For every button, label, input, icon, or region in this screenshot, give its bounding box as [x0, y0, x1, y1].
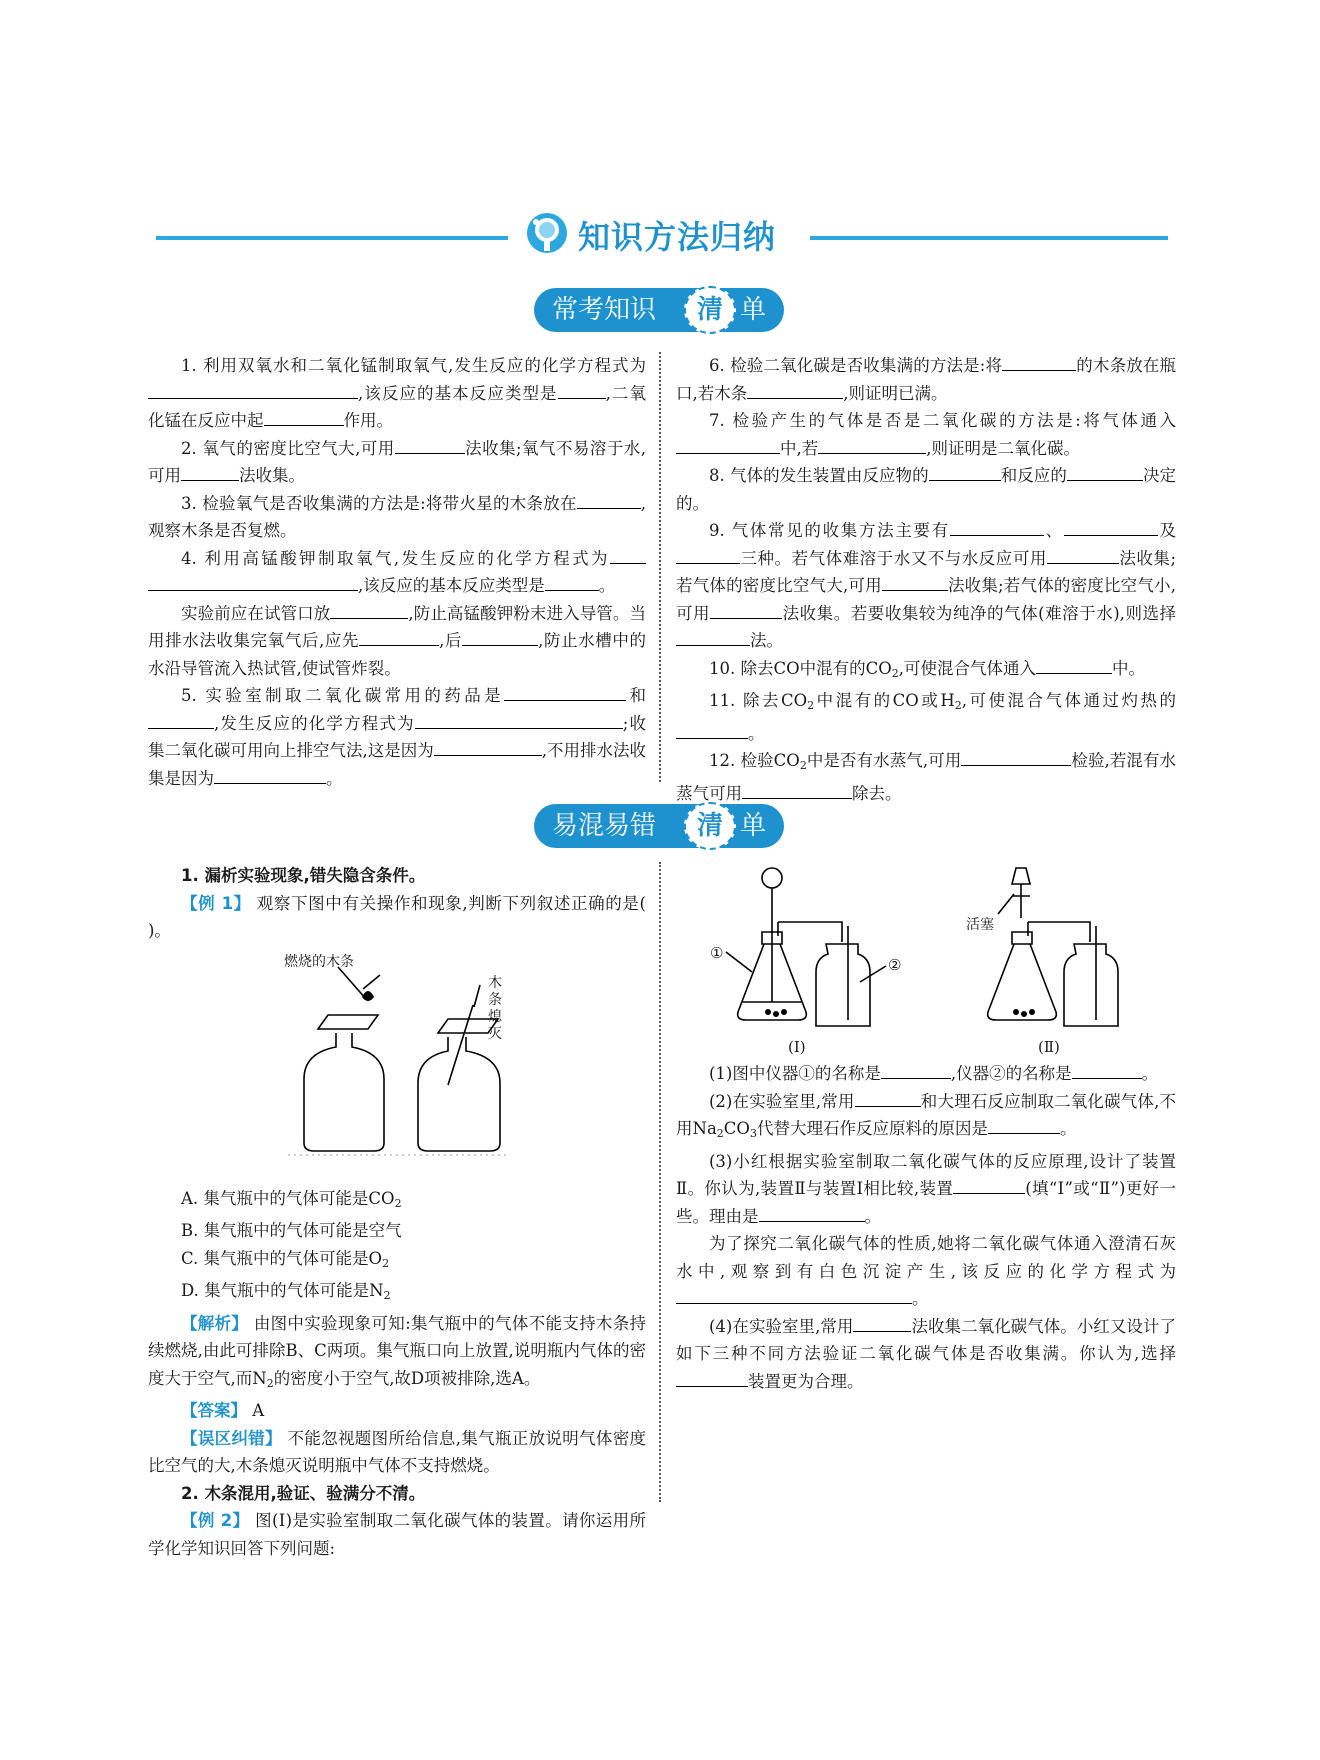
- knowledge-list-left: [148, 352, 646, 792]
- question-4: (4)在实验室里,常用 法收集二氧化碳气体。小红又设计了如下三种不同方法验证二氧化碳气体是否收集满。你认为,选择装置更为合理。: [676, 1313, 1176, 1396]
- section-title-2: 易混易错: [552, 811, 657, 841]
- figure-2: [676, 862, 1176, 1060]
- option-b: B. 集气瓶中的气体可能是空气: [181, 1221, 402, 1240]
- question-3: (3)小红根据实验室制取二氧化碳气体的反应原理,设计了装置Ⅱ。你认为,装置Ⅱ与装置Ⅰ相比较,装置 (填“Ⅰ”或“Ⅱ”)更好一些。理由是 。: [676, 1151, 1176, 1226]
- analysis: 【解析】 由图中实验现象可知:集气瓶中的气体不能支持木条持续燃烧,由此可排除B、C两项。集气瓶口向上放置,说明瓶内气体的密度大于空气,而$N_2$的密度小于空气,故D项被排除,选A。: [148, 1313, 647, 1390]
- figure-1: [148, 945, 646, 1185]
- co2-apparatus-illustration: [676, 862, 1176, 1060]
- subhead-1: 1. 漏析实验现象,错失隐含条件。: [181, 866, 426, 885]
- section-tail-2: 单: [740, 811, 767, 841]
- item-4-cont: 实验前应在试管口放 ,防止高锰酸钾粉末进入导管。当用排水法收集完氧气后,应先 ,后 ,防止水槽中的水沿导管流入热试管,使试管炸裂。: [148, 600, 646, 683]
- fig2-label-2: ②: [888, 956, 902, 974]
- section-highlight-1: 清: [684, 286, 736, 334]
- subhead-2: 2. 木条混用,验证、验满分不清。: [181, 1483, 426, 1503]
- item-1: 1. 利用双氧水和二氧化锰制取氧气,发生反应的化学方程式为,该反应的基本反应类型是 ,二氧化锰在反应中起 作用。: [148, 356, 646, 430]
- header-line-right: [810, 236, 1168, 240]
- question-1: (1)图中仪器①的名称是 ,仪器②的名称是 。: [676, 1060, 1176, 1088]
- fig2-label-1: ①: [710, 944, 724, 962]
- option-a: A. 集气瓶中的气体可能是$CO_2$: [181, 1188, 402, 1210]
- item-5: 5. 实验室制取二氧化碳常用的药品是 和,发生反应的化学方程式为 ;收集二氧化碳可用向上排空气法,这是因为 ,不用排水法收集是因为 。: [148, 682, 646, 792]
- item-12: 12. 检验$CO_2$中是否有水蒸气,可用 检验,若混有水蒸气可用 除去。: [676, 747, 1176, 807]
- fig2-caption-2: (Ⅱ): [1038, 1038, 1060, 1056]
- column-divider-2: [659, 862, 661, 1502]
- magnifier-bulb-icon: [524, 210, 570, 256]
- header-line-left: [156, 236, 508, 240]
- mistake-list-right: [676, 862, 1176, 1395]
- error-correction: 【误区纠错】 不能忽视题图所给信息,集气瓶正放说明气体密度比空气的大,木条熄灭说明瓶中气体不支持燃烧。: [148, 1428, 647, 1475]
- item-9: 9. 气体常见的收集方法主要有 、 及三种。若气体难溶于水又不与水反应可用 法收集;若气体的密度比空气大,可用 法收集;若气体的密度比空气小,可用 法收集。若要收集较为纯净的气体(难溶于水),则选择法。: [676, 517, 1176, 655]
- example-2: 【例 2】 图(Ⅰ)是实验室制取二氧化碳气体的装置。请你运用所学化学知识回答下列问题:: [148, 1511, 646, 1558]
- item-8: 8. 气体的发生装置由反应物的 和反应的 决定的。: [676, 462, 1176, 517]
- example-1: 【例 1】 观察下图中有关操作和现象,判断下列叙述正确的是( )。: [148, 893, 646, 940]
- question-2: (2)在实验室里,常用 和大理石反应制取二氧化碳气体,不用$Na_2CO_3$代替大理石作反应原料的原因是 。: [676, 1088, 1176, 1148]
- knowledge-list-right: [676, 352, 1176, 807]
- figure-1-label-burning: 燃烧的木条: [284, 953, 354, 970]
- item-2: 2. 氧气的密度比空气大,可用 法收集;氧气不易溶于水,可用 法收集。: [148, 435, 646, 490]
- question-3-cont: 为了探究二氧化碳气体的性质,她将二氧化碳气体通入澄清石灰水中,观察到有白色沉淀产生,该反应的化学方程式为。: [676, 1234, 1176, 1308]
- answer: 【答案】 A: [181, 1401, 265, 1420]
- item-11: 11. 除去$CO_2$中混有的CO或$H_2$,可使混合气体通过灼热的。: [676, 687, 1176, 747]
- figure-1-label-extinguished: 木条熄灭: [488, 974, 502, 1042]
- mistake-list-left: [148, 862, 646, 1562]
- item-3: 3. 检验氧气是否收集满的方法是:将带火星的木条放在 ,观察木条是否复燃。: [148, 490, 646, 545]
- fig2-caption-1: (Ⅰ): [788, 1038, 806, 1056]
- fig2-label-valve: 活塞: [966, 917, 994, 933]
- option-d: D. 集气瓶中的气体可能是$N_2$: [181, 1281, 391, 1302]
- section-tail-1: 单: [740, 295, 767, 325]
- column-divider-1: [659, 352, 661, 782]
- option-c: C. 集气瓶中的气体可能是$O_2$: [181, 1248, 390, 1270]
- gas-jar-illustration: [148, 945, 646, 1185]
- section-highlight-2: 清: [684, 802, 736, 850]
- section-pill-2: [534, 804, 784, 848]
- item-4: 4. 利用高锰酸钾制取氧气,发生反应的化学方程式为,该反应的基本反应类型是 。: [148, 545, 646, 600]
- item-7: 7. 检验产生的气体是否是二氧化碳的方法是:将气体通入中,若 ,则证明是二氧化碳。: [676, 407, 1176, 462]
- page-title: 知识方法归纳: [578, 218, 777, 256]
- item-10: 10. 除去CO中混有的$CO_2$,可使混合气体通入 中。: [676, 655, 1176, 688]
- section-pill-1: [534, 288, 784, 332]
- item-6: 6. 检验二氧化碳是否收集满的方法是:将 的木条放在瓶口,若木条 ,则证明已满。: [676, 352, 1176, 407]
- section-title-1: 常考知识: [552, 295, 657, 325]
